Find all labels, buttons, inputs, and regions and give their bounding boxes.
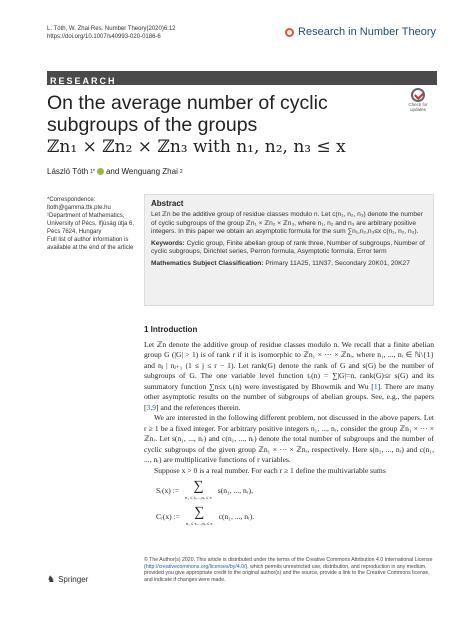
equation-s-rhs: s(n₁, ..., nᵣ), bbox=[217, 485, 253, 495]
article-body bbox=[144, 325, 434, 528]
paragraph-1-c: ] and the references therein. bbox=[156, 402, 241, 412]
license-text-b: ), which permits unrestricted use, distribution, and reproduction in any medium, provided you give appropriate credit to the original author(s) and the source, provide a link to the Creative Commons license, and indicate if changes were made. bbox=[144, 563, 430, 583]
section-type-bar bbox=[47, 71, 437, 85]
author-first-mark: 1* bbox=[90, 168, 95, 175]
publisher-logo[interactable] bbox=[47, 574, 88, 585]
paragraph-1-b: ]. There are many other asymptotic results on the number of subgroups of abelian groups. See, e.g., the papers [ bbox=[144, 381, 434, 412]
equation-c bbox=[156, 506, 434, 528]
updates-line1: Check for bbox=[408, 102, 428, 107]
summation-range: n₁ ≤ x,...,nᵣ ≤ x bbox=[185, 495, 212, 500]
publisher-name: Springer bbox=[58, 575, 89, 584]
keywords bbox=[151, 240, 427, 257]
updates-line2: updates bbox=[409, 107, 426, 112]
equation-c-rhs: c(n₁, ..., nᵣ). bbox=[218, 511, 255, 521]
license-link[interactable]: http://creativecommons.org/licenses/by/4.0/ bbox=[145, 563, 246, 570]
abstract-box bbox=[144, 194, 434, 306]
author-info-note: Full list of author information is available at the end of the article bbox=[47, 237, 134, 251]
license-notice bbox=[144, 557, 434, 583]
correspondence-email[interactable]: ltoth@gamma.ttk.pte.hu bbox=[47, 205, 111, 211]
summation-range: n₁ ≤ x,...,nᵣ ≤ x bbox=[185, 521, 213, 526]
paragraph-3: Suppose x > 0 is a real number. For each r ≥ 1 define the multivariable sums bbox=[154, 465, 386, 475]
abstract-heading: Abstract bbox=[151, 199, 184, 208]
citation-line: L. Tóth, W. Zhai Res. Number Theory(2020)6:12 bbox=[47, 26, 176, 32]
equation-c-lhs: Cᵣ(x) := bbox=[156, 511, 180, 521]
doi-line[interactable]: https://doi.org/10.1007/s40993-020-0186-6 bbox=[47, 34, 161, 40]
correspondence-sidebar bbox=[47, 196, 137, 252]
correspondence-label: *Correspondence: bbox=[47, 197, 96, 203]
sigma-symbol: ∑ bbox=[194, 505, 205, 520]
license-text-a: © The Author(s) 2020. This article is distributed under the terms of the Creative Commons Attribution 4.0 International License ( bbox=[144, 557, 433, 570]
msc-label: Mathematics Subject Classification: bbox=[151, 259, 264, 267]
author-list bbox=[47, 167, 183, 176]
equation-s bbox=[156, 480, 434, 502]
running-head bbox=[47, 25, 247, 41]
section-heading: 1 Introduction bbox=[144, 325, 198, 334]
section-type-label: RESEARCH bbox=[50, 76, 117, 86]
title-line3: ℤn₁ × ℤn₂ × ℤn₃ with n₁, n₂, n₃ ≤ x bbox=[47, 137, 346, 157]
author-second-mark: 2 bbox=[179, 168, 183, 175]
keywords-text: Cyclic group, Finite abelian group of rank three, Number of subgroups, Number of cyclic subgroups, Dirichlet series, Perron formula, Asymptotic formula, Error term bbox=[151, 239, 425, 256]
summation bbox=[185, 480, 212, 502]
article-title bbox=[47, 92, 397, 158]
title-line1: On the average number of cyclic bbox=[47, 92, 328, 114]
paragraph-1-a: Let ℤn denote the additive group of residue classes modulo n. We recall that a finite abelian group G (|G| > 1) is of rank r if it is isomorphic to ℤn₁ × ··· × ℤnᵣ, where n₁, ..., nᵣ ∈ ℕ\{1} and nⱼ | nⱼ₊₁ (1 ≤ j ≤ r − 1). Let rank(G) denote the rank of G and s(G) be the number of subgroups of G. The one variable level function tᵣ(n) = ∑|G|=n, rank(G)≤r s(G) and its summatory function ∑n≤x tᵣ(n) were investigated by Bhowmik and Wu [ bbox=[144, 339, 434, 391]
keywords-label: Keywords: bbox=[151, 239, 185, 247]
citation-link-2[interactable]: 3,9 bbox=[146, 402, 157, 412]
springer-horse-icon: ♞ bbox=[47, 574, 56, 584]
title-line2: subgroups of the groups bbox=[47, 114, 258, 136]
sigma-symbol: ∑ bbox=[193, 479, 204, 494]
paragraph-2: We are interested in the following different problem, not discussed in the above papers. Let r ≥ 1 be a fixed integer. For arbitrary positive integers n₁, ..., nᵣ, consider the group ℤn₁ × ··· × ℤnᵣ. Let s(n₁, ..., nᵣ) and c(n₁, ..., nᵣ) denote the total number of subgroups and the number of cyclic subgroups of the given group ℤn₁ × ··· × ℤnᵣ, respectively. Here s(n₁, ..., nᵣ) and c(n₁, ..., nᵣ) are multiplicative functions of r variables. bbox=[144, 413, 434, 464]
msc bbox=[151, 260, 427, 269]
abstract-text: Let ℤn be the additive group of residue classes modulo n. Let c(n₁, n₂, n₃) denote the number of cyclic subgroups of the group ℤn₁ × ℤn₂ × ℤn₃, where n₁, n₂ and n₃ are arbitrary positive integers. In this paper we obtain an asymptotic formula for the sum ∑n₁,n₂,n₃≤x c(n₁, n₂, n₃). bbox=[151, 211, 423, 236]
journal-name: Research in Number Theory bbox=[298, 26, 436, 38]
author-second[interactable]: and Wenguang Zhai bbox=[105, 167, 178, 176]
summation bbox=[186, 506, 213, 528]
orcid-icon[interactable] bbox=[97, 168, 104, 175]
check-for-updates-badge[interactable] bbox=[405, 88, 431, 118]
msc-text: Primary 11A25, 11N37, Secondary 20K01, 20K27 bbox=[265, 259, 410, 267]
citation-link-1[interactable]: 1 bbox=[373, 381, 378, 391]
author-first[interactable]: László Tóth bbox=[47, 167, 89, 176]
affiliation: ¹Department of Mathematics, University of Pécs, Ifjúság útja 6, Pécs 7624, Hungary bbox=[47, 213, 135, 235]
paragraph-1 bbox=[144, 340, 434, 414]
equation-s-lhs: Sᵣ(x) := bbox=[156, 485, 180, 495]
check-for-updates-icon bbox=[411, 88, 425, 102]
journal-logo-icon bbox=[285, 28, 294, 37]
journal-brand[interactable] bbox=[285, 26, 436, 38]
